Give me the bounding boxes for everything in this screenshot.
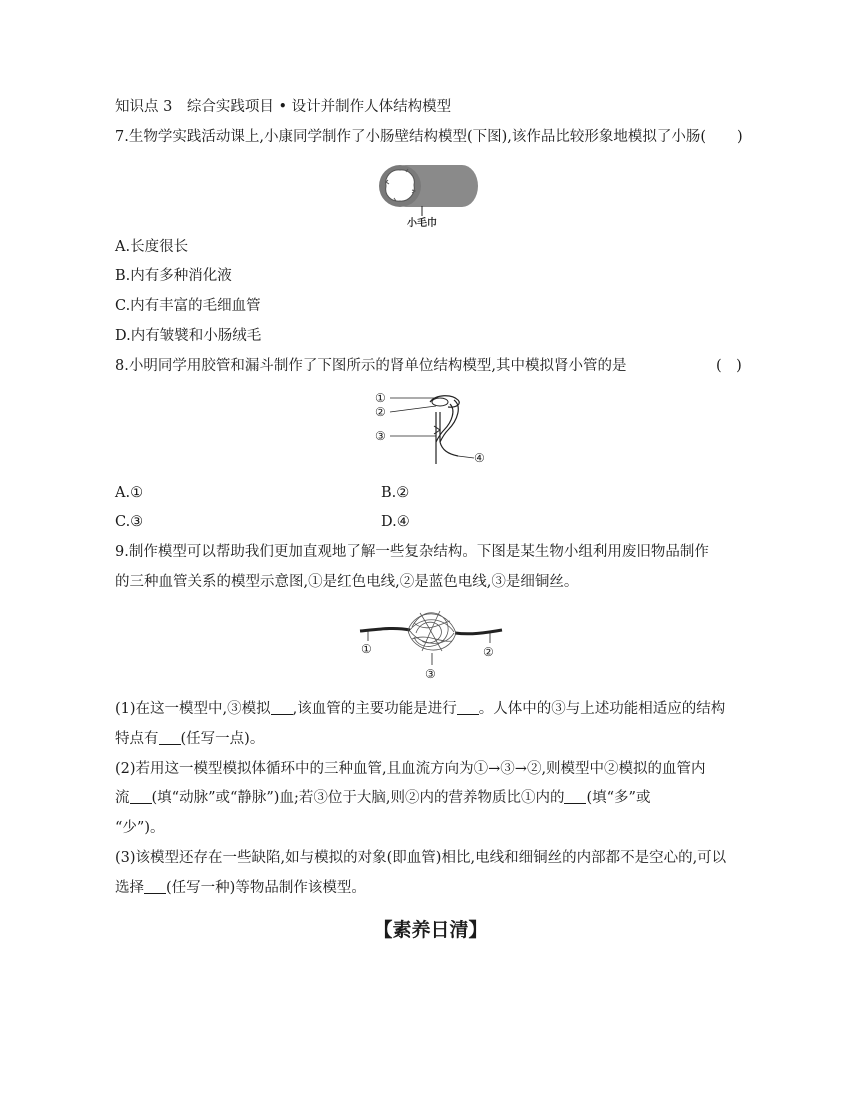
q9-p1-text-b: ,该血管的主要功能是进行 bbox=[292, 701, 457, 717]
blue-wire bbox=[455, 630, 502, 634]
towel-opening bbox=[386, 170, 415, 201]
q9-blank-1[interactable] bbox=[271, 700, 293, 715]
vessel-label-3: ③ bbox=[425, 667, 436, 681]
towel-label: 小毛巾 bbox=[407, 218, 437, 229]
q8-option-a: A.① bbox=[115, 485, 144, 501]
leader-2 bbox=[390, 406, 436, 412]
q9-p2-text-c: (填“动脉”或“静脉”)血;若③位于大脑,则②内的营养物质比①内的 bbox=[151, 790, 565, 806]
tubule-inner bbox=[436, 404, 453, 442]
q9-part2-line2 bbox=[115, 788, 650, 808]
q8-option-c: C.③ bbox=[115, 514, 144, 530]
coil-mark bbox=[434, 426, 440, 434]
q9-part1-line2 bbox=[115, 729, 264, 749]
vessel-label-2: ② bbox=[483, 645, 494, 659]
q9-part2-line3: “少”)。 bbox=[115, 820, 165, 836]
q9-blank-6[interactable] bbox=[144, 879, 166, 894]
q9-p1-text-e: (任写一点)。 bbox=[180, 731, 265, 747]
q9-p1-text-c: 。人体中的③与上述功能相适应的结构 bbox=[478, 701, 726, 717]
red-wire bbox=[360, 628, 410, 631]
q8-option-d: D.④ bbox=[381, 514, 410, 530]
q9-p3-text-b: 选择 bbox=[115, 880, 144, 896]
q9-p2-text-b: 流 bbox=[115, 790, 130, 806]
outlet-tube bbox=[440, 442, 458, 456]
blood-vessel-model-figure bbox=[350, 603, 510, 683]
q9-stem-line1: 9.制作模型可以帮助我们更加直观地了解一些复杂结构。下图是某生物小组利用废旧物品制作 bbox=[115, 544, 709, 560]
q7-option-a: A.长度很长 bbox=[115, 239, 189, 255]
q9-part3-line1: (3)该模型还存在一些缺陷,如与模拟的对象(即血管)相比,电线和细铜丝的内部都不是空心的,可以 bbox=[115, 850, 727, 866]
q9-blank-2[interactable] bbox=[457, 700, 479, 715]
nephron-label-2: ② bbox=[375, 405, 386, 419]
q8-stem: 8.小明同学用胶管和漏斗制作了下图所示的肾单位结构模型,其中模拟肾小管的是 bbox=[115, 358, 627, 374]
q9-blank-3[interactable] bbox=[159, 730, 181, 745]
vessel-label-1: ① bbox=[361, 642, 372, 656]
intestine-towel-figure bbox=[372, 160, 484, 230]
q9-p2-text-d: (填“多”或 bbox=[586, 790, 651, 806]
q9-blank-4[interactable] bbox=[130, 789, 152, 804]
q9-p1-text-a: (1)在这一模型中,③模拟 bbox=[115, 701, 271, 717]
q7-stem: 7.生物学实践活动课上,小康同学制作了小肠壁结构模型(下图),该作品比较形象地模拟了小肠( bbox=[115, 129, 707, 145]
q9-part3-line2 bbox=[115, 878, 366, 898]
nephron-label-3: ③ bbox=[375, 429, 386, 443]
section-title: 知识点 3 综合实践项目 • 设计并制作人体结构模型 bbox=[115, 99, 452, 115]
glomerulus-coil bbox=[432, 398, 448, 406]
nephron-label-4: ④ bbox=[474, 451, 485, 465]
q8-option-b: B.② bbox=[381, 485, 410, 501]
q9-part2-line1: (2)若用这一模型模拟体循环中的三种血管,且血流方向为①→③→②,则模型中②模拟的血管内 bbox=[115, 761, 706, 777]
q9-p3-text-c: (任写一种)等物品制作该模型。 bbox=[166, 880, 366, 896]
footer-heading: 【素养日清】 bbox=[373, 919, 488, 941]
leader-4 bbox=[458, 456, 474, 458]
q7-option-d: D.内有皱襞和小肠绒毛 bbox=[115, 328, 262, 344]
q9-p1-text-d: 特点有 bbox=[115, 731, 159, 747]
q7-answer-paren: ) bbox=[737, 129, 743, 145]
q9-part1-line1 bbox=[115, 699, 725, 719]
q9-stem-line2: 的三种血管关系的模型示意图,①是红色电线,②是蓝色电线,③是细铜丝。 bbox=[115, 574, 579, 590]
nephron-model-figure bbox=[370, 390, 490, 470]
copper-wire-bundle bbox=[408, 611, 456, 651]
q7-option-b: B.内有多种消化液 bbox=[115, 268, 232, 284]
nephron-label-1: ① bbox=[375, 391, 386, 405]
q7-option-c: C.内有丰富的毛细血管 bbox=[115, 298, 261, 314]
q8-answer-paren: ( ) bbox=[716, 358, 742, 374]
q9-blank-5[interactable] bbox=[564, 789, 586, 804]
